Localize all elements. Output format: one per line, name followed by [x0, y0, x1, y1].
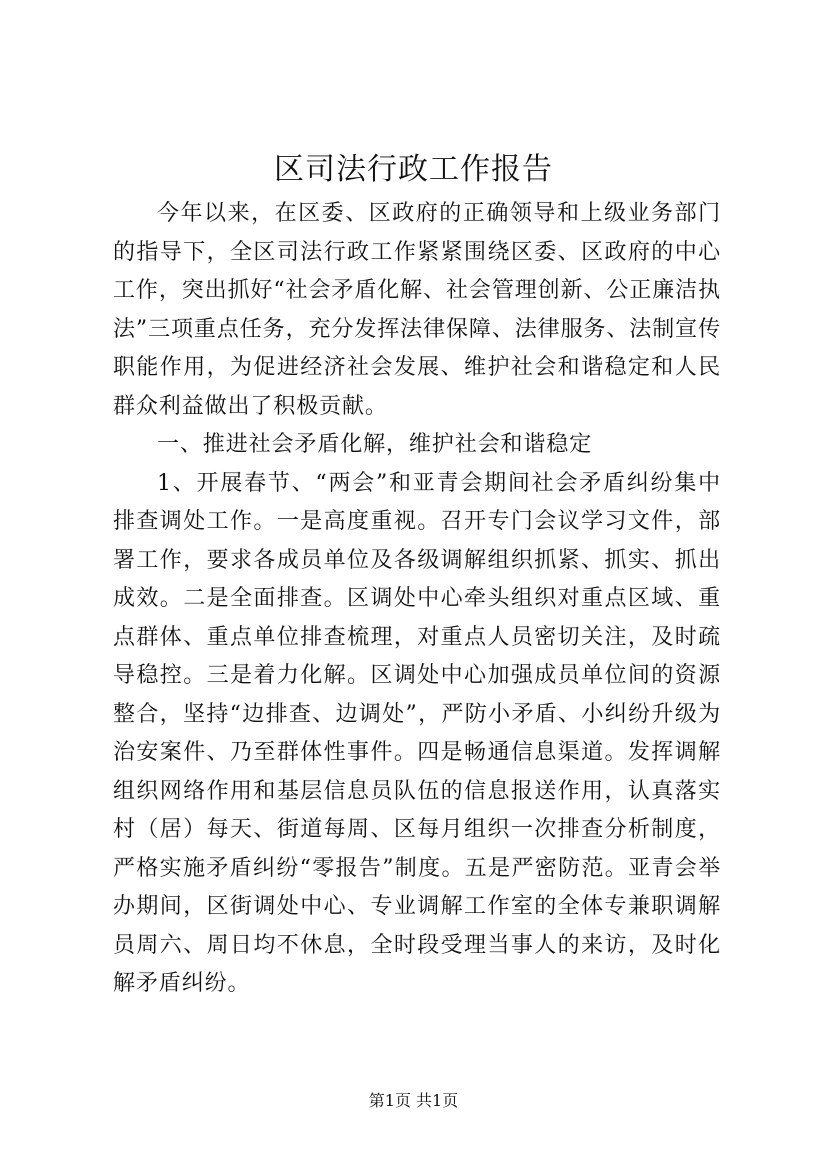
document-body [113, 195, 721, 1004]
intro-paragraph: 今年以来，在区委、区政府的正确领导和上级业务部门的指导下，全区司法行政工作紧紧围绕区委、区政府的中心工作，突出抓好“社会矛盾化解、社会管理创新、公正廉洁执法”三项重点任务，充分发挥法律保障、法律服务、法制宣传职能作用，为促进经济社会发展、维护社会和谐稳定和人民群众利益做出了积极贡献。 [113, 201, 721, 419]
section-heading-1: 一、推进社会矛盾化解，维护社会和谐稳定 [157, 432, 593, 457]
page-footer: 第1页 共1页 [368, 1091, 459, 1110]
body-paragraph-1: 1、开展春节、“两会”和亚青会期间社会矛盾纠纷集中排查调处工作。一是高度重视。召开专门会议学习文件，部署工作，要求各成员单位及各级调解组织抓紧、抓实、抓出成效。二是全面排查。区调处中心牵头组织对重点区域、重点群体、重点单位排查梳理，对重点人员密切关注，及时疏导稳控。三是着力化解。区调处中心加强成员单位间的资源整合，坚持“边排查、边调处”，严防小矛盾、小纠纷升级为治安案件、乃至群体性事件。四是畅通信息渠道。发挥调解组织网络作用和基层信息员队伍的信息报送作用，认真落实村（居）每天、街道每周、区每月组织一次排查分析制度，严格实施矛盾纠纷“零报告”制度。五是严密防范。亚青会举办期间，区街调处中心、专业调解工作室的全体专兼职调解员周六、周日均不休息，全时段受理当事人的来访，及时化解矛盾纠纷。 [113, 470, 721, 996]
document-title: 区司法行政工作报告 [274, 152, 553, 187]
